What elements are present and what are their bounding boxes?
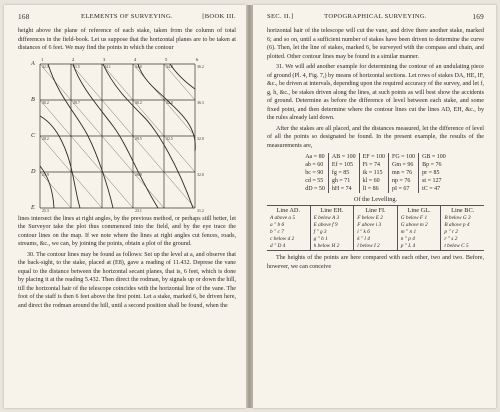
right-paragraph-31: 31. We will add another example for determining the contour of an undulating piece of ground (Pl. 4, Fig. 7,) by means of horizontal sections. Let rows of stakes DA, HE, IF, &c., be driven at intervals, depending upon the required accuracy of the survey, and let f, g, h, &c., be stakes driven along the lines, at such points as will best show the accidents of ground. Determine as before the difference of level between each stake, and some fixed point, and then determine where the contour lines cut the lines AD, EH, &c., by the rules already laid down.	[267, 64, 484, 121]
levelling-title: Of the Levelling.	[353, 196, 398, 203]
figure-height-value: 36.2	[197, 64, 204, 69]
figure-height-value: 26.8	[135, 172, 142, 177]
left-page-number: 168	[18, 13, 30, 21]
figure-height-value: 34.1	[104, 64, 111, 69]
levelling-entry: B above p 4	[444, 222, 470, 228]
figure-height-value: 36.3	[197, 100, 204, 105]
left-paragraph-1: lines intersect the lines at right angles, by the previous method, or perhaps still better, let the Surveyor take the plot thus commenced into the field, and by the eye trace the contour lines on the map. If we note where the lines at right angles cut fences, roads, streams, &c., we can, by joining the points, obtain a plot of the ground.	[18, 215, 236, 247]
contour-curve	[40, 116, 80, 208]
levelling-table	[267, 205, 484, 251]
contour-grid-drawing	[18, 56, 236, 212]
levelling-entry: c below d 2	[270, 236, 295, 242]
figure-column-number: 5	[165, 56, 168, 62]
levelling-entry: G above m 2	[400, 222, 428, 228]
levelling-entry: G below F 1	[400, 215, 428, 221]
figure-height-value: 32.5	[166, 136, 173, 141]
figure-height-value: 32.0	[166, 100, 173, 105]
left-paragraph-30: 30. The contour lines may be found as follows: Set up the level at a, and observe that the back-sight, to the stake, placed at (E8), gave a reading of 11.432. Deprese the vane equal to the distance between the horizontal secant planes, that is, 6 feet, which is done by placing it at the reading 5.432. Then direct the rodman, by signals up or down the hill, till the horizontal hair of the telescope coincides with the horizontal line of the vane. The foot of the staff is then 6 feet above the first point. Let a stake, marked 6, be driven here, and direct the rodman around the hill, until a second position shall be found, when the	[18, 251, 236, 309]
grid-diagonal	[71, 136, 102, 172]
figure-height-value: 23.1	[135, 208, 142, 213]
figure-height-value: 32.0	[197, 136, 204, 141]
figure-column-number: 2	[72, 56, 75, 62]
measurement-cell: lI = 86	[359, 185, 388, 193]
figure-height-value: 25.3	[42, 208, 49, 213]
figure-height-value: 25.9	[42, 172, 49, 177]
table-row	[302, 161, 449, 169]
levelling-column-title: Line FI.	[365, 207, 386, 214]
left-book-label: [BOOK III.	[202, 13, 236, 20]
measurement-cell: Bp = 76	[419, 161, 449, 169]
measurement-cell: tC = 47	[419, 185, 449, 193]
grid-diagonal	[164, 64, 195, 100]
grid-diagonal	[164, 100, 195, 136]
figure-row-letter: E	[31, 203, 35, 211]
figure-height-value: 34.0	[135, 64, 142, 69]
table-row	[302, 153, 449, 161]
table-row	[302, 185, 449, 193]
figure-row-letter: C	[31, 131, 36, 139]
measurement-cell: AB = 100	[328, 153, 359, 161]
levelling-entry: F above i 3	[357, 222, 382, 228]
levelling-entry: p " L 4	[400, 243, 416, 249]
levelling-column	[397, 206, 441, 250]
levelling-entry: r " s 2	[444, 236, 458, 242]
grid-diagonal	[102, 136, 133, 172]
figure-height-value: 31.5	[73, 64, 80, 69]
measurement-cell: pI = 67	[389, 185, 419, 193]
levelling-column-title: Line AD.	[276, 207, 301, 214]
measurement-cell: ik = 115	[359, 169, 388, 177]
levelling-entry: h below H 2	[313, 243, 340, 249]
levelling-entry: p " r 2	[444, 229, 458, 235]
book-gutter	[246, 5, 253, 408]
left-running-title: ELEMENTS OF SURVEYING.	[81, 13, 173, 20]
measurement-cell: hH = 74	[328, 185, 359, 193]
levelling-entry: E above f 9	[313, 222, 338, 228]
grid-diagonal	[133, 100, 164, 136]
left-running-header	[18, 13, 236, 23]
grid-diagonal	[102, 64, 133, 100]
table-row	[302, 169, 449, 177]
measurement-cell: Gm = 96	[389, 161, 419, 169]
grid-diagonal	[133, 136, 164, 172]
levelling-column-title: Line GL.	[407, 207, 431, 214]
figure-height-value: 30.2	[135, 100, 142, 105]
left-text-block	[18, 27, 236, 310]
left-page	[4, 5, 246, 408]
levelling-entry: g " h 1	[313, 236, 328, 242]
grid-diagonal	[102, 172, 133, 208]
levelling-entry: A above a 5	[270, 215, 296, 221]
measurement-cell: EF = 100	[359, 153, 388, 161]
figure-height-value: 28.7	[73, 100, 80, 105]
figure-height-value: 31.2	[197, 208, 204, 213]
measurement-cell: Aa = 80	[305, 154, 325, 160]
table-row	[302, 177, 449, 185]
figure-height-value: 34.8	[166, 64, 173, 69]
measurement-cell: dD = 50	[305, 186, 325, 192]
measurement-cell: kl = 60	[359, 177, 388, 185]
measurement-cell: np = 76	[389, 177, 419, 185]
measurement-cell: Fi = 74	[359, 161, 388, 169]
measurement-cell: bc = 90	[305, 170, 324, 176]
measurement-cell: cd = 55	[305, 178, 324, 184]
levelling-entry: n " p 4	[400, 236, 415, 242]
levelling-column	[440, 206, 484, 250]
levelling-entry: l below I 2	[357, 243, 380, 249]
measurement-cell: pr = 85	[419, 169, 449, 177]
contour-figure	[18, 56, 236, 212]
levelling-column	[353, 206, 397, 250]
levelling-column	[267, 206, 310, 250]
levelling-column	[310, 206, 354, 250]
figure-column-number: 3	[103, 56, 106, 62]
measurement-cell: Ef = 105	[328, 161, 359, 169]
left-intro-paragraph: height above the plane of reference of each stake, taken from the column of total differences in the field-book. Let us suppose that the horizontal planes are to be taken at distances of 6 feet. We may find the points in which the contour	[18, 28, 236, 51]
figure-row-letter: D	[31, 167, 36, 175]
figure-row-letter: B	[31, 95, 35, 103]
levelling-entry: k " l 4	[357, 236, 370, 242]
levelling-entry: E below A 3	[313, 215, 340, 221]
levelling-entry: t below C 5	[444, 243, 469, 249]
figure-row-letter: A	[31, 59, 35, 67]
figure-column-number: 4	[134, 56, 137, 62]
figure-column-number: 1	[41, 56, 44, 62]
grid-diagonal	[40, 136, 71, 172]
figure-height-value: 29.5	[135, 136, 142, 141]
right-paragraph-stakes: After the stakes are all placed, and the distances measured, let the difference of level of all the points so designated be found. In the present example, the results of the measurements are,	[267, 125, 484, 149]
levelling-entry: f " g 3	[313, 229, 327, 235]
measurement-cell: mn = 76	[389, 169, 419, 177]
figure-column-number: 6	[196, 56, 199, 62]
measurement-cell: fg = 85	[328, 169, 359, 177]
grid-diagonal	[164, 172, 195, 208]
right-paragraph-1: horizontal hair of the telescope will cut the vane, and drive there another stake, marked 6; and so on, until a sufficient number of stakes have been driven to determine the curve (6). Then, let the line of stakes, marked 6, be surveyed with the compass and chain, and plotted. Other contour lines may be found in a similar manner.	[267, 28, 484, 60]
levelling-entry: F below E 2	[357, 215, 383, 221]
figure-height-value: 30.2	[42, 100, 49, 105]
levelling-entry: b " c 7	[270, 229, 284, 235]
grid-diagonal	[133, 172, 164, 208]
right-running-title: TOPOGRAPHICAL SURVEYING.	[324, 13, 427, 20]
measurement-cell: gh = 71	[328, 177, 359, 185]
right-page	[253, 5, 496, 408]
measurement-cell: FG = 100	[389, 153, 419, 161]
levelling-entry: a " b 6	[270, 222, 285, 228]
levelling-entry: i " k 6	[357, 229, 370, 235]
grid-diagonal	[40, 172, 71, 208]
measurement-cell: st = 127	[419, 177, 449, 185]
grid-diagonal	[71, 64, 102, 100]
figure-height-value: 28.2	[42, 136, 49, 141]
right-section-label: SEC. II.]	[267, 13, 294, 20]
right-running-header	[267, 13, 484, 23]
levelling-entry: d " D 4	[270, 243, 286, 249]
measurement-cell: ab = 60	[305, 162, 324, 168]
measurement-cell: GB = 100	[419, 153, 449, 161]
figure-height-value: 32.0	[197, 172, 204, 177]
right-closing-paragraph: The heights of the points are here compared with each other, two and two. Before, however, we can conceive	[267, 255, 484, 270]
levelling-entry: m " n 1	[400, 229, 417, 235]
levelling-column-title: Line EH.	[320, 207, 344, 214]
levelling-column-title: Line BC.	[451, 207, 475, 214]
right-text-block	[267, 27, 484, 271]
figure-height-value: 32.5	[42, 64, 49, 69]
measurements-table	[302, 153, 449, 193]
right-page-number: 169	[472, 13, 484, 21]
levelling-entry: B below G 3	[444, 215, 471, 221]
